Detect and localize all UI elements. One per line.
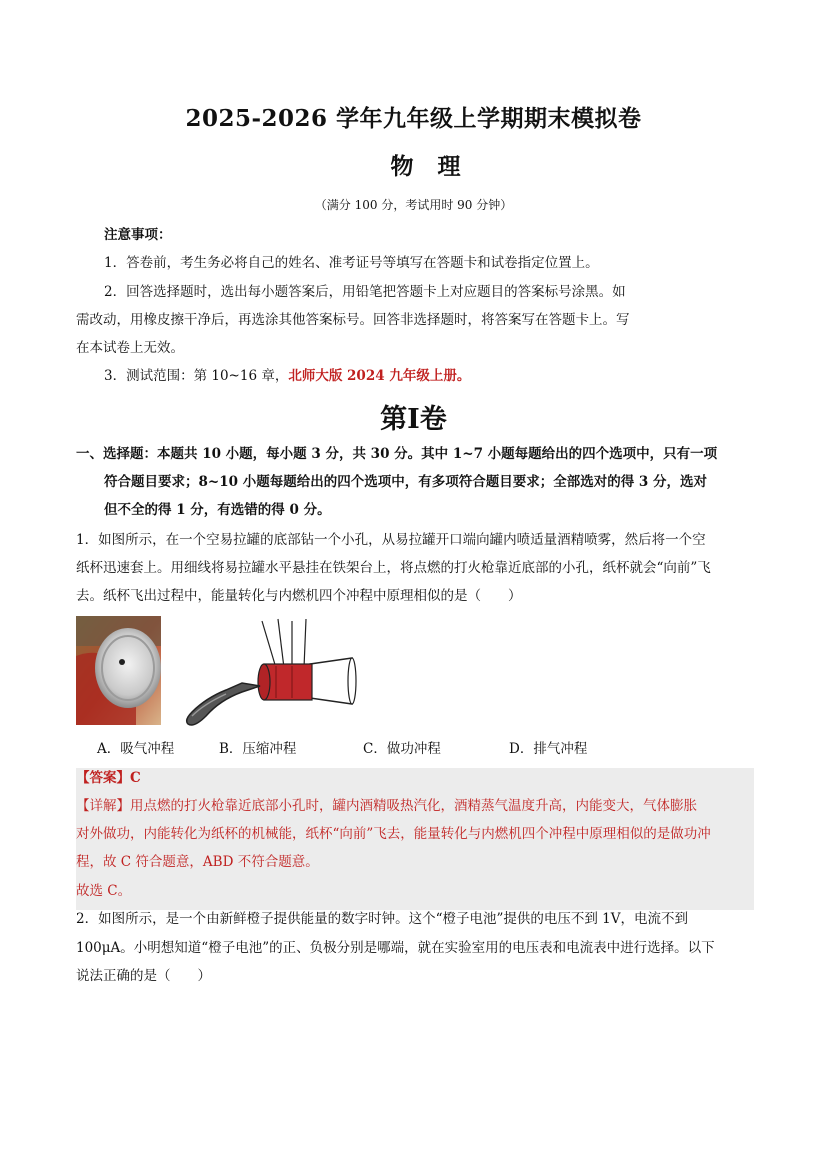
- exam-title: 2025-2026 学年九年级上学期期末模拟卷: [185, 105, 642, 132]
- can-photo: [76, 616, 161, 725]
- subject-title: 物理: [390, 153, 485, 180]
- notice-item-2-line-1: 2．回答选择题时，选出每小题答案后，用铅笔把答题卡上对应题目的答案标号涂黑。如: [104, 284, 626, 300]
- notice-heading: 注意事项：: [104, 227, 172, 243]
- q1-detail-line-1: 【详解】用点燃的打火枪靠近底部小孔时，罐内酒精吸热汽化，酒精蒸气温度升高，内能变大，气体膨胀: [76, 798, 697, 814]
- notice-item-1: 1．答卷前，考生务必将自己的姓名、准考证号等填写在答题卡和试卷指定位置上。: [104, 255, 599, 271]
- q1-detail-line-3: 程，故 C 符合题意，ABD 不符合题意。: [76, 854, 319, 870]
- question-2-line-2: 100μA。小明想知道“橙子电池”的正、负极分别是哪端，就在实验室用的电压表和电流表中进行选择。以下: [76, 940, 715, 956]
- question-1-line-2: 纸杯迅速套上。用细线将易拉罐水平悬挂在铁架台上，将点燃的打火枪靠近底部的小孔，纸杯就会“向前”飞: [76, 560, 711, 576]
- question-2-line-1: 2．如图所示，是一个由新鲜橙子提供能量的数字时钟。这个“橙子电池”提供的电压不到 1V，电流不到: [76, 911, 689, 927]
- test-scope-label: 3．测试范围：第 10~16 章，: [104, 368, 289, 384]
- q1-option-a: A．吸气冲程: [97, 741, 175, 757]
- q1-option-b: B．压缩冲程: [219, 741, 297, 757]
- q1-option-c: C．做功冲程: [363, 741, 441, 757]
- section-1-line-2: 符合题目要求；8~10 小题每题给出的四个选项中，有多项符合题目要求；全部选对的得 3 分，选对: [104, 474, 707, 490]
- notice-item-2-line-3: 在本试卷上无效。: [76, 340, 184, 356]
- section-1-line-3: 但不全的得 1 分，有选错的得 0 分。: [104, 502, 331, 518]
- question-1-line-3: 去。纸杯飞出过程中，能量转化与内燃机四个冲程中原理相似的是（ ）: [76, 588, 522, 604]
- score-time-note: （满分 100 分，考试用时 90 分钟）: [314, 198, 513, 212]
- experiment-diagram: [180, 616, 360, 731]
- notice-item-3: [104, 367, 470, 385]
- question-2-line-3: 说法正确的是（ ）: [76, 968, 211, 984]
- question-1-line-1: 1．如图所示，在一个空易拉罐的底部钻一个小孔，从易拉罐开口端向罐内喷适量酒精喷雾，然后将一个空: [76, 532, 706, 548]
- volume-heading: 第I卷: [380, 404, 447, 435]
- q1-conclusion: 故选 C。: [76, 883, 132, 899]
- q1-detail-line-2: 对外做功，内能转化为纸杯的机械能，纸杯“向前”飞去，能量转化与内燃机四个冲程中原理相似的是做功冲: [76, 826, 711, 842]
- test-scope-highlight: 北师大版 2024 九年级上册。: [288, 368, 471, 384]
- q1-option-d: D．排气冲程: [509, 741, 588, 757]
- section-1-line-1: 一、选择题：本题共 10 小题，每小题 3 分，共 30 分。其中 1~7 小题每题给出的四个选项中，只有一项: [76, 446, 718, 462]
- q1-answer: 【答案】C: [76, 770, 141, 786]
- notice-item-2-line-2: 需改动，用橡皮擦干净后，再选涂其他答案标号。回答非选择题时，将答案写在答题卡上。写: [76, 312, 630, 328]
